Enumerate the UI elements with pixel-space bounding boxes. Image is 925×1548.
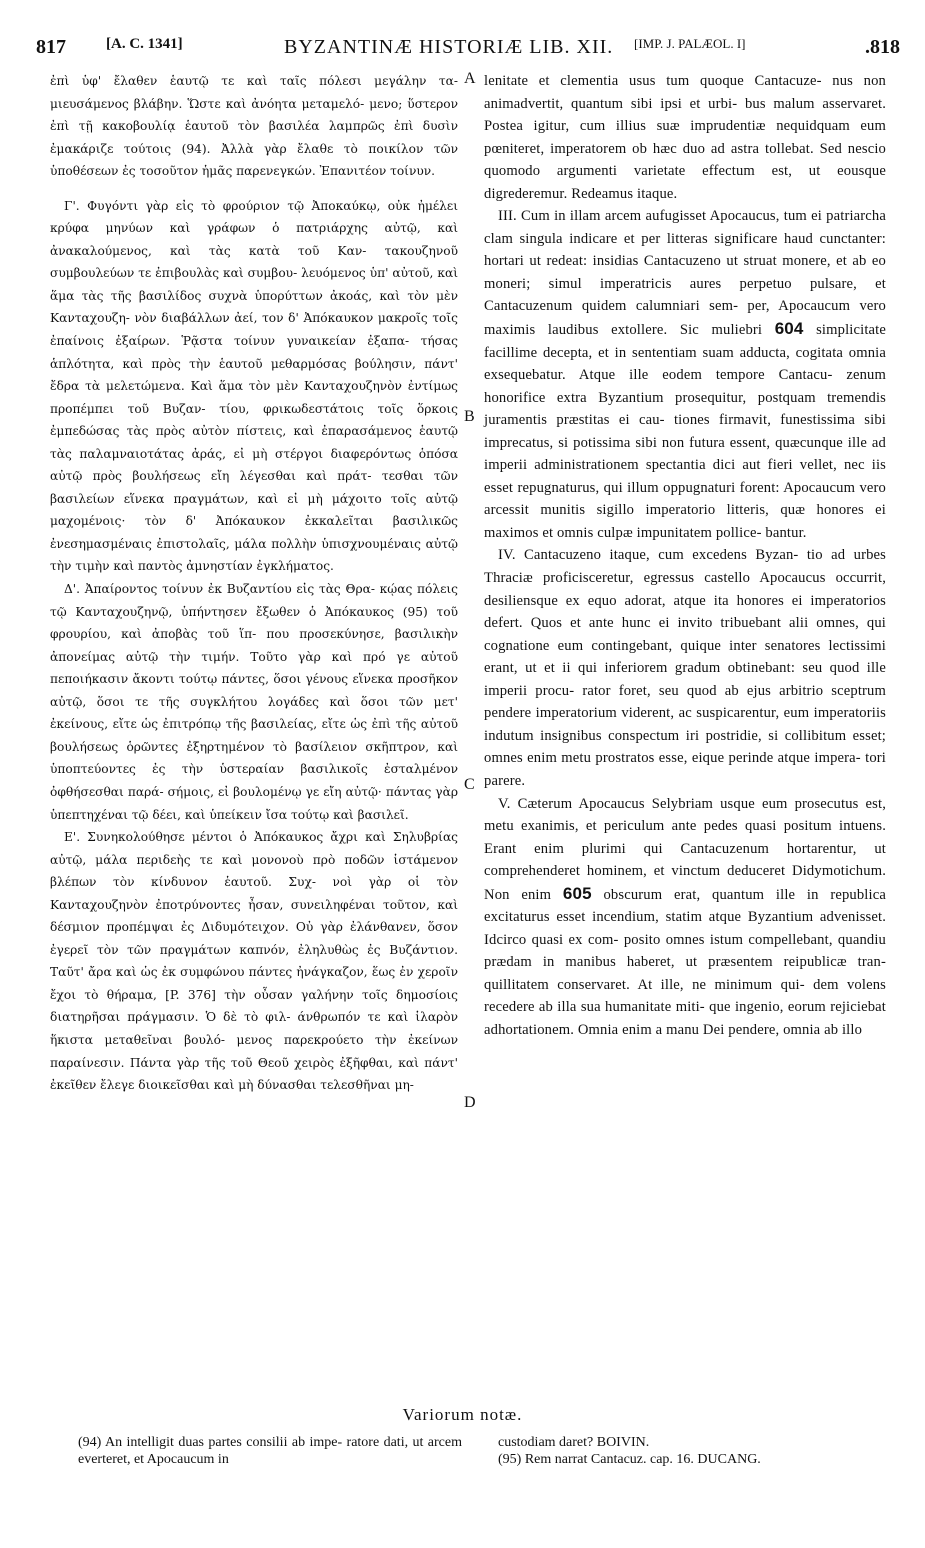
page-number-right: .818 <box>865 36 900 58</box>
column-number-604: 604 <box>774 319 804 339</box>
latin-paragraph-4 <box>484 793 886 1042</box>
greek-paragraph-1: ἐπὶ ὑφ' ἔλαθεν ἑαυτῷ τε καὶ ταῖς πόλεσι μεγάλην τα- μιευσάμενος βλάβην. Ὥστε καὶ ἀνόητα μεταμελό- μενο; ὕστερον ἐπὶ τῇ κακοβουλίᾳ ἑαυτοῦ τὸν βασιλέα λαμπρῶς ἐπὶ δυσὶν ἐμακάριζε τούτοις (94). Ἀλλὰ γὰρ ἔλαθε τὸ ποικίλον τῶν ὑποθέσεων ἐς τοσοῦτον ἡμᾶς παρενεγκών. Ἐπανιτέον τοίνυν. <box>50 74 458 179</box>
latin-paragraph-4b: obscurum erat, quantum ille in republica excitaturus esset incendium, statim atque Byzantium advenisset. Idcirco quasi ex com- posito omnes istum compellebant, quandiu prædam in manibus haberet, ut præsentem reipublicæ tran- quillitatem conservaret. At ille, ne minimum qui- dem volens recedere ab illa sua humanitate miti- que ingenio, eorum rejiciebat adhortationem. Omnia enim a manu Dei pendere, omnia ab illo <box>484 886 886 1038</box>
section-marker-b: B <box>464 408 475 425</box>
greek-paragraph-3: Δ'. Ἀπαίροντος τοίνυν ἐκ Βυζαντίου εἰς τὰς Θρα- κῴας πόλεις τῷ Κανταχουζηνῷ, ὑπήντησεν ἔξωθεν ὁ Ἀπόκαυκος (95) τοῦ φρουρίου, καὶ ἀποβὰς τοῦ ἵπ- που προσεκύνησε, βασιλικὴν ἀπονείμας αὐτῷ τὴν τιμήν. Τοῦτο γὰρ καὶ πρό γε αὐτοῦ πεποιήκασιν ἄκοντι τούτῳ πάντες, ὅσοι γένους εἵνεκα προσῆκον αὐτῷ, ὅσοι τε τῆς συγκλήτου λογάδες καὶ ὅσοι τῶν μετ' ἐκείνους, εἴτε ὡς ἐπιτρόπῳ τῆς βασιλείας, εἴτε ὡς ἐπὶ τῆς αὐτοῦ βουλήσεως ὁρῶντες ἐξηρτημένον τὸ βασίλειον σκῆπτρον, καὶ ὑποπτεύοντες ἐς τὴν ὑστεραίαν βασιλικοῖς ἐσταλμένον ὀφθήσεσθαι παρά- σήμοις, εἰ βουλομένῳ γε εἴη αὐτῷ· πάντας γὰρ ὑπεπτηχέναι τῷ δέει, καὶ ὑπείκειν ἴσα τούτῳ καὶ βασιλεῖ. <box>50 582 458 822</box>
latin-paragraph-2b: simplicitate facillime decepta, et in sententiam suam adducta, cogitata omnia exsequebatur. Atque ille eodem tempore Cantacu- zenum honorifice extra Byzantium prosequitur, postquam tremendis juramentis præstitas ei cau- tiones firmavit, funestissima sibi imprecatus, si potissima sibi non futura essent, quæcunque ille ad imperii administrationem spectantia dici aut fieri vellet, nec iis esset repugnaturus, qui illum oppugnaturi forent: Apocaucum vero arcessit munitis sigillo imperatorio litteris, quæ honores ei maximos et omnis culpæ impunitatem pollice- bantur. <box>484 322 886 541</box>
note-94-continuation: custodiam daret? BOIVIN. <box>498 1435 650 1450</box>
greek-paragraph-4: Ε'. Συνηκολούθησε μέντοι ὁ Ἀπόκαυκος ἄχρι καὶ Σηλυβρίας αὐτῷ, μάλα περιδεὴς τε καὶ μονονοὺ πρὸ ποδῶν ἱστάμενον βλέπων τὸν κίνδυνον ἑαυτοῦ. Συχ- νοὶ γὰρ οἱ τὸν Κανταχουζηνὸν ἐποτρύνοντες ἦσαν, συνειληφέναι τοῦτον, καὶ δέσμιον προπέμψαι ἐς Διδυμότειχον. Οὐ γὰρ ἐλάνθανεν, ὅσον ἐγερεῖ τὸν τῶν πραγμάτων καπνόν, ἐληλυθὼς ἐς Βυζάντιον. Ταῦτ' ἄρα καὶ ὡς ἐκ συμφώνου πάντες ἠνάγκαζον, ἕως ἐν χεροῖν ἔχοι τὸ θήραμα, [P. 376] τὴν οὖσαν γαλήνην τοῖς δημοσίοις διατηρῆσαι πράγμασιν. Ὁ δὲ τὸ φιλ- άνθρωπόν τε καὶ ἱλαρὸν ἥκιστα μεταθεῖναι βουλό- μενος παρεκρούετο τὴν ἐκείνων παραίνεσιν. Πάντα γὰρ τῆς τοῦ Θεοῦ χειρὸς ἐξῆφθαι, καὶ πάντ' ἐκεῖθεν ἔλεγε διοικεῖσθαι καὶ μὴ δύνασθαι τελεσθῆναι μη- <box>50 830 458 1093</box>
header-title: BYZANTINÆ HISTORIÆ LIB. XII. <box>284 36 614 58</box>
note-95: (95) Rem narrat Cantacuz. cap. 16. DUCANG. <box>498 1452 761 1467</box>
notes-title: Variorum notæ. <box>402 1405 523 1424</box>
header-reign: [IMP. J. PALÆOL. I] <box>634 36 746 51</box>
section-marker-a: A <box>464 70 476 87</box>
running-header <box>36 36 900 66</box>
header-date: [A. C. 1341] <box>106 36 183 52</box>
latin-paragraph-2a: III. Cum in illam arcem aufugisset Apocaucus, tum ei patriarcha clam singula indicare et per litteras significare haud cunctanter: hortari ut redeat: insidias Cantacuzeno ut struat monere, et ab eo moneri; simul imperatricis aures perpetuo pulsare, et Cantacuzenum quidem calumniari sem- per, Apocaucum vero maximis laudibus extollere. Sic muliebri <box>484 208 886 339</box>
note-95-block <box>498 1434 878 1468</box>
latin-paragraph-4a: V. Cæterum Apocaucus Selybriam usque eum prosecutus est, metu exanimis, et periculum ante pedes quasi positum intuens. Erant enim plurimi qui Cantacuzenum hortarentur, ut comprehenderet hominem, et vinctum deduceret Didymotichum. Non enim <box>484 795 886 903</box>
section-marker-d: D <box>464 1094 476 1111</box>
latin-paragraph-1: lenitate et clementia usus tum quoque Cantacuze- nus non animadvertit, quantum sibi ipsi et urbi- bus malum asservaret. Postea igitur, cum illius suæ imprudentiæ nequidquam eum pœniteret, imperatorem ob hæc duo ad astra tollebat. Sed nescio quomodo argumenti varietate effectum est, ut eousque digrederemur. Redeamus itaque. <box>484 73 886 202</box>
section-marker-c: C <box>464 776 475 793</box>
note-94: (94) An intelligit duas partes consilii ab impe- ratore dati, ut arcem everteret, et Apocaucum in <box>78 1435 462 1467</box>
column-number-605: 605 <box>562 883 592 903</box>
latin-paragraph-3: IV. Cantacuzeno itaque, cum excedens Byzan- tio ad urbes Thraciæ proficisceretur, egressus castello Apocaucus occurrit, desiliensque ex equo adorat, atque ita honores ei imperatorios defert. Quos et ante hunc ei invito tribuebant alii omnes, qui cognatione eum contingebant, quique inter senatores lectissimi erant, ut et ii qui inferiorem gradum obtinebant: seu quod ille imperii procu- rator foret, seu quod ab ejus arbitrio sceptrum pendere imperatorium viderent, ac suspicarentur, eum imperatoriis indutum insignibus conspectum iri postridie, si collibitum esset; omnes enim metu prostratos esse, eique perinde atque impera- tori parere. <box>484 547 886 789</box>
latin-column <box>484 70 886 1042</box>
greek-column <box>50 70 458 1097</box>
page-number-left: 817 <box>36 36 66 58</box>
greek-paragraph-2: Γ'. Φυγόντι γὰρ εἰς τὸ φρούριον τῷ Ἀποκαύκῳ, οὐκ ἠμέλει κρύφα μηνύων καὶ γράφων ὁ πατριάρχης αὐτῷ, καὶ ἀνακαλούμενος, καὶ τὰς κατὰ τοῦ Καν- τακουζηνοῦ συμβουλεύων τε ἐπιβουλὰς καὶ συμβου- λευόμενος ὑπ' αὐτοῦ, καὶ ἅμα τὰς τῆς βασιλίδος συχνὰ ὑπορύττων ἀκοάς, καὶ τὸν μὲν Κανταχουζη- νὸν διαβάλλων ἀεί, τον δ' Ἀπόκαυκον μακροῖς τοῖς ἐπαίνοις ἐξαίρων. Ῥᾷστα τοίνυν γυναικείαν ἐξαπα- τήσας ἁπλότητα, καὶ πρὸς τὴν ἑαυτοῦ μεθαρμόσας βούλησιν, πάντ' ἔδρα τὰ μελετώμενα. Καὶ ἅμα τὸν μὲν Κανταχουζηνὸν ἐντίμως προπέμπει τοῦ Βυζαν- τίου, φρικωδεστάτοις τοῖς ὅρκοις ἐμπεδώσας τὰς πρὸς αὐτὸν πίστεις, καὶ ἐπαρασάμενος ἑαυτῷ τὰς παλαμναιοτάτας ἀράς, εἰ μὴ στέργοι διαφερόντως ὁπόσα αὐτῷ πρὸς βουλήσεως εἴη λέγεσθαι καὶ πράτ- τεσθαι τῶν βασιλείων εἵνεκα πραγμάτων, καὶ εἰ μὴ μάχοιτο τοῖς αὐτῷ μαχομένοις· τὸν δ' Ἀπόκαυκον ἐκκαλεῖται βασιλικῶς ἐνεσημασμέναις ἐπιστολαῖς, μάλα πολλὴν ὑπισχνουμέναις αὐτῷ τὴν τιμὴν καὶ παντὸς ἀμνηστίαν ἐγκλήματος. <box>50 198 458 574</box>
latin-paragraph-2 <box>484 205 886 544</box>
